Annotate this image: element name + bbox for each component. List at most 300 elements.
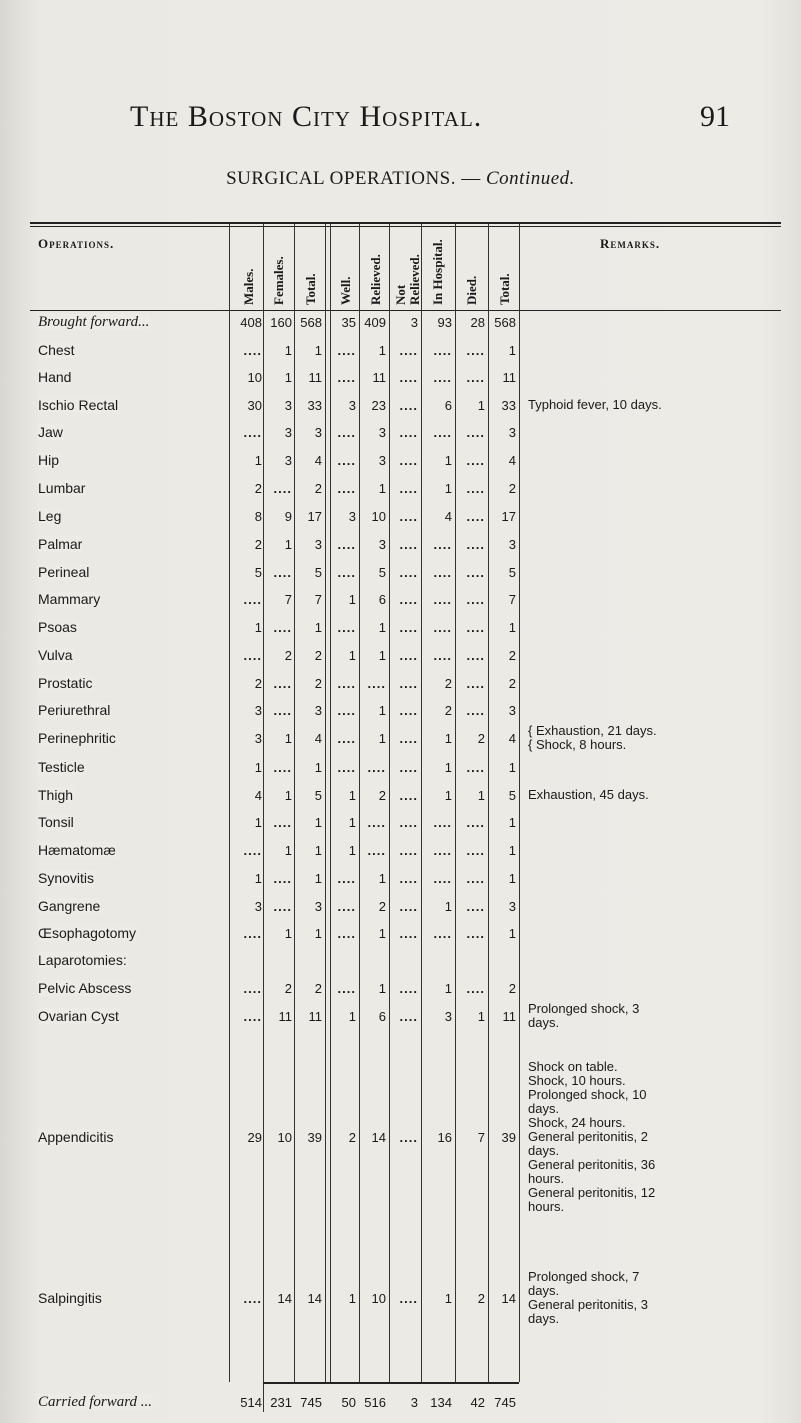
table-cell: 50 [341,1395,356,1410]
table-cell: 1 [314,871,322,886]
table-cell: 2 [444,676,452,691]
remark-line: General peritonitis, 2 [528,1129,648,1144]
table-cell: .... [399,843,418,858]
table-cell: 23 [371,398,386,413]
table-cell: 3 [378,425,386,440]
table-cell: .... [243,1291,262,1306]
table-cell: 33 [307,398,322,413]
row-label-text: Salpingitis [38,1290,102,1306]
table-cell: 1 [284,843,292,858]
table-cell: 7 [477,1130,485,1145]
remark-line: General peritonitis, 3 [528,1297,648,1312]
table-cell: .... [466,760,485,775]
column-divider-3 [325,224,326,1382]
header-relieved: Relieved. [368,254,383,305]
table-cell: .... [337,731,356,746]
table-cell: 3 [508,425,516,440]
table-cell: 1 [378,731,386,746]
table-cell: 1 [254,620,262,635]
row-label [38,675,258,691]
table-cell: 231 [270,1395,292,1410]
table-cell: 1 [477,1009,485,1024]
table-cell: .... [337,565,356,580]
table-cell: .... [433,926,452,941]
row-label-text: Thigh [38,787,74,803]
row-remark [528,1270,773,1326]
row-label-text: Psoas [38,619,77,635]
table-cell: 1 [348,648,356,663]
row-label [38,898,258,914]
table-cell: 1 [284,926,292,941]
table-cell: .... [273,703,292,718]
header-remarks: Remarks. [600,236,661,251]
table-cell: .... [273,815,292,830]
table-cell: .... [433,425,452,440]
table-cell: 5 [314,788,322,803]
table-cell: 1 [378,648,386,663]
table-cell: 7 [314,592,322,607]
table-cell: .... [466,676,485,691]
table-cell: 28 [470,315,485,330]
table-cell: 1 [508,926,516,941]
table-cell: 5 [508,565,516,580]
header-in-hospital: In Hospital. [430,239,445,305]
table-cell: 10 [277,1130,292,1145]
table-cell: 11 [372,370,386,385]
table-cell: .... [243,648,262,663]
table-cell: .... [337,703,356,718]
row-label-text: Periurethral [38,702,111,718]
table-cell: 30 [247,398,262,413]
table-cell: 2 [284,648,292,663]
table-cell: 11 [308,1009,322,1024]
table-cell: 1 [254,815,262,830]
table-title-continued: Continued. [486,168,575,189]
table-cell: 2 [314,981,322,996]
row-label [38,702,258,718]
table-cell: .... [466,899,485,914]
header-total: Total. [497,273,512,305]
table-cell: 1 [348,1291,356,1306]
table-cell: 2 [508,981,516,996]
header-well: Well. [338,276,353,305]
row-label-text: Gangrene [38,898,101,914]
table-cell: 2 [477,1291,485,1306]
table-cell: .... [466,981,485,996]
column-divider-10 [519,224,520,1382]
table-cell: .... [367,843,386,858]
row-label [38,730,258,746]
table-cell: .... [433,537,452,552]
table-cell: 3 [254,703,262,718]
table-cell: 10 [371,509,386,524]
row-label [38,314,258,331]
table-cell: 5 [378,565,386,580]
header-not-relieved-2: Relieved. [407,254,422,305]
table-cell: 3 [410,315,418,330]
table-cell: .... [273,620,292,635]
remark-line: General peritonitis, 36 [528,1157,656,1172]
table-cell: 5 [508,788,516,803]
table-cell: .... [243,343,262,358]
table-cell: .... [273,760,292,775]
row-label-text: Testicle [38,759,85,775]
table-cell: .... [337,871,356,886]
table-cell: 3 [378,537,386,552]
remark-line: Typhoid fever, 10 days. [528,397,662,412]
table-cell: .... [243,981,262,996]
row-label [38,814,258,830]
row-label-text: Tonsil [38,814,74,830]
table-cell: 16 [437,1130,452,1145]
table-cell: 1 [284,370,292,385]
table-cell: 1 [348,843,356,858]
table-cell: .... [399,481,418,496]
table-cell: .... [399,788,418,803]
table-cell: 3 [378,453,386,468]
table-cell: 6 [444,398,452,413]
table-cell: .... [399,537,418,552]
row-label-text: Ovarian Cyst [38,1008,119,1024]
table-cell: 4 [314,453,322,468]
table-cell: 1 [477,788,485,803]
table-cell: .... [466,343,485,358]
table-cell: 1 [314,815,322,830]
table-cell: .... [337,899,356,914]
row-label [38,480,258,496]
table-cell: .... [399,1009,418,1024]
table-cell: 4 [254,788,262,803]
table-cell: .... [466,815,485,830]
table-cell: 3 [254,899,262,914]
table-cell: .... [273,899,292,914]
table-cell: .... [433,592,452,607]
row-remark [528,1002,773,1030]
row-label [38,424,258,440]
table-cell: 6 [378,592,386,607]
table-cell: 1 [284,343,292,358]
row-label-text: Laparotomies: [38,952,127,968]
table-cell: 3 [508,899,516,914]
table-cell: 2 [314,648,322,663]
table-cell: 1 [444,453,452,468]
row-label [38,536,258,552]
table-cell: 3 [284,398,292,413]
table-cell: .... [399,1291,418,1306]
row-remark [528,1060,773,1214]
table-cell: 3 [284,425,292,440]
table-cell: 1 [444,1291,452,1306]
table-cell: 1 [348,788,356,803]
table-cell: 516 [364,1395,386,1410]
table-cell: .... [243,926,262,941]
page-number: 91 [700,100,730,133]
table-cell: .... [399,926,418,941]
table-cell: 35 [341,315,356,330]
table-cell: .... [243,592,262,607]
table-cell: 2 [508,481,516,496]
table-cell: 17 [501,509,516,524]
table-cell: 2 [477,731,485,746]
row-label-text: Leg [38,508,62,524]
table-cell: 9 [284,509,292,524]
table-cell: 7 [284,592,292,607]
table-cell: 1 [444,981,452,996]
table-cell: .... [466,565,485,580]
table-cell: .... [466,648,485,663]
row-label-text: Jaw [38,424,63,440]
table-cell: .... [399,981,418,996]
row-label-text: Chest [38,342,75,358]
table-cell: .... [337,537,356,552]
table-cell: 1 [378,981,386,996]
table-cell: 1 [348,1009,356,1024]
table-cell: .... [399,509,418,524]
row-remark [528,398,773,412]
remark-line: General peritonitis, 12 [528,1185,656,1200]
table-cell: .... [399,648,418,663]
row-label [38,508,258,524]
table-cell: .... [399,425,418,440]
table-cell: .... [273,871,292,886]
table-cell: 1 [444,731,452,746]
table-cell: 2 [348,1130,356,1145]
row-label [38,1008,258,1024]
table-cell: 514 [240,1395,262,1410]
header-not-relieved-1: Not [393,284,408,305]
table-cell: 1 [378,703,386,718]
header-females: Females. [271,256,286,305]
carried-forward-rule [263,1382,519,1384]
table-cell: 3 [348,398,356,413]
table-cell: 39 [307,1130,322,1145]
table-top-rule-2 [30,226,781,227]
table-cell: .... [399,703,418,718]
table-cell: 2 [378,899,386,914]
leader-dots [38,519,258,521]
remark-line: days. [528,1143,560,1158]
column-divider-8 [455,224,456,1382]
row-label-text: Lumbar [38,480,86,496]
table-cell: 2 [508,676,516,691]
table-cell: 1 [284,788,292,803]
table-cell: 1 [254,871,262,886]
table-cell: .... [337,981,356,996]
table-cell: .... [433,620,452,635]
table-cell: 3 [508,537,516,552]
table-cell: 1 [378,620,386,635]
table-title [0,168,801,190]
table-cell: 14 [371,1130,386,1145]
table-cell: 3 [284,453,292,468]
table-cell: 3 [314,703,322,718]
table-cell: 14 [307,1291,322,1306]
table-top-rule [30,222,781,224]
remark-line: days. [528,1311,560,1326]
table-cell: .... [466,620,485,635]
table-cell: .... [399,565,418,580]
row-label-text: Palmar [38,536,83,552]
row-label [38,397,258,413]
table-cell: 2 [254,537,262,552]
table-cell: .... [399,899,418,914]
table-cell: 745 [494,1395,516,1410]
header-died: Died. [464,275,479,305]
table-cell: 1 [378,926,386,941]
table-cell: .... [337,343,356,358]
row-label [38,619,258,635]
table-cell: 408 [240,315,262,330]
table-cell: 1 [444,899,452,914]
row-label [38,452,258,468]
table-cell: .... [399,1130,418,1145]
leader-dots [38,435,258,437]
remark-line: Shock, 24 hours. [528,1115,626,1130]
table-cell: 3 [314,537,322,552]
table-cell: 4 [508,453,516,468]
table-cell: .... [399,676,418,691]
table-cell: .... [399,453,418,468]
row-label [38,1290,258,1306]
row-label-text: Ischio Rectal [38,397,119,413]
row-label-text: Perineal [38,564,90,580]
table-cell: 39 [501,1130,516,1145]
table-cell: 1 [314,843,322,858]
table-cell: 10 [371,1291,386,1306]
table-cell: .... [399,620,418,635]
remark-line: Shock on table. [528,1059,618,1074]
table-cell: 29 [247,1130,262,1145]
table-title-main: SURGICAL OPERATIONS. — [226,168,481,189]
table-cell: 33 [501,398,516,413]
table-cell: .... [433,843,452,858]
table-cell: .... [466,703,485,718]
table-cell: 5 [254,565,262,580]
table-cell: 3 [508,703,516,718]
table-cell: .... [337,481,356,496]
row-label [38,870,258,886]
table-cell: 745 [300,1395,322,1410]
row-label [38,1394,258,1411]
remark-line: { Exhaustion, 21 days. [528,723,657,738]
table-cell: .... [367,676,386,691]
row-label-text: Œsophagotomy [38,925,137,941]
row-label-text: Mammary [38,591,101,607]
remark-line: hours. [528,1199,565,1214]
table-cell: 1 [254,760,262,775]
row-label [38,591,258,607]
table-cell: 1 [444,788,452,803]
table-cell: .... [399,871,418,886]
table-cell: .... [466,926,485,941]
row-label-text: Perinephritic [38,730,116,746]
header-total: Total. [303,273,318,305]
table-cell: 2 [314,676,322,691]
table-cell: 1 [508,343,516,358]
table-cell: .... [466,843,485,858]
remark-line: Prolonged shock, 3 [528,1001,640,1016]
remark-line: Exhaustion, 45 days. [528,787,649,802]
table-cell: 93 [437,315,452,330]
table-cell: 160 [270,315,292,330]
table-cell: 14 [501,1291,516,1306]
table-cell: .... [337,370,356,385]
table-cell: 1 [477,398,485,413]
row-label-text: Hip [38,452,60,468]
table-cell: .... [243,1009,262,1024]
row-label [38,342,258,358]
table-cell: 1 [314,926,322,941]
table-cell: 1 [444,481,452,496]
header-bottom-rule [30,310,781,311]
table-cell: .... [399,398,418,413]
table-cell: 10 [247,370,262,385]
table-cell: 6 [378,1009,386,1024]
row-label-text: Vulva [38,647,73,663]
row-label-text: Appendicitis [38,1129,114,1145]
table-cell: 11 [278,1009,292,1024]
table-cell: 1 [508,815,516,830]
table-cell: 2 [508,648,516,663]
row-label [38,759,258,775]
table-cell: 5 [314,565,322,580]
table-cell: .... [399,592,418,607]
table-cell: .... [433,565,452,580]
row-label-text: Prostatic [38,675,93,691]
table-cell: .... [466,871,485,886]
row-label [38,369,258,385]
table-cell: 11 [502,370,516,385]
table-cell: .... [273,676,292,691]
table-cell: 1 [314,343,322,358]
running-head-title: The Boston City Hospital. [130,100,483,133]
table-cell: .... [367,815,386,830]
table-cell: 8 [254,509,262,524]
table-cell: 1 [348,592,356,607]
table-cell: .... [337,926,356,941]
leader-dots [38,463,258,465]
table-cell: 4 [508,731,516,746]
table-cell: .... [466,509,485,524]
table-cell: .... [399,731,418,746]
remark-line: hours. [528,1171,565,1186]
row-label-text: Pelvic Abscess [38,980,132,996]
remark-line: Prolonged shock, 7 [528,1269,640,1284]
table-cell: 1 [254,453,262,468]
table-cell: .... [466,370,485,385]
table-cell: .... [399,370,418,385]
table-cell: 3 [254,731,262,746]
table-cell: 1 [378,343,386,358]
table-cell: 2 [378,788,386,803]
table-cell: 3 [314,899,322,914]
remark-line: Prolonged shock, 10 [528,1087,647,1102]
remark-line: days. [528,1101,560,1116]
table-cell: 134 [430,1395,452,1410]
table-cell: .... [466,537,485,552]
table-cell: 1 [378,871,386,886]
table-cell: .... [433,871,452,886]
row-remark [528,788,773,802]
table-cell: 1 [378,481,386,496]
table-cell: .... [466,425,485,440]
table-cell: 17 [307,509,322,524]
table-cell: .... [337,453,356,468]
table-cell: 3 [410,1395,418,1410]
table-cell: .... [433,648,452,663]
table-cell: 7 [508,592,516,607]
table-cell: .... [466,592,485,607]
